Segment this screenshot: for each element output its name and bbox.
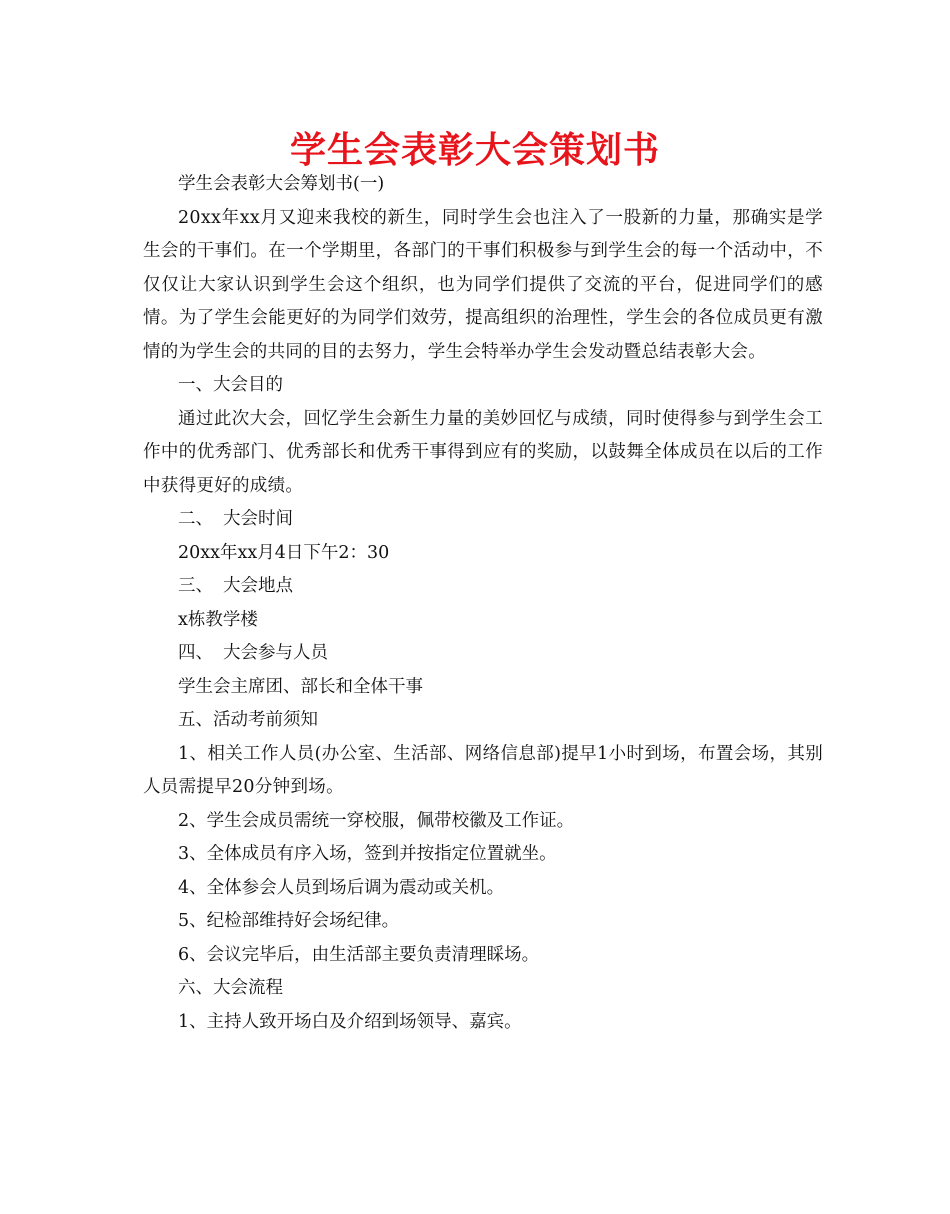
section-heading-time (143, 503, 823, 537)
section-title: 大会时间 (223, 509, 293, 529)
participants-text: 学生会主席团、部长和全体干事 (178, 676, 423, 697)
meeting-time-text: 20xx年xx月4日下午2：30 (178, 542, 390, 563)
section-number: 二、 (178, 509, 213, 529)
notice-item: 2、学生会成员需统一穿校服，佩带校徽及工作证。 (178, 810, 575, 831)
notice-item: 3、全体成员有序入场，签到并按指定位置就坐。 (178, 844, 557, 864)
agenda-item: 1、主持人致开场白及介绍到场领导、嘉宾。 (178, 1011, 522, 1032)
section-heading-participants (143, 637, 823, 671)
meeting-location-text: x栋教学楼 (178, 609, 258, 630)
notice-item: 5、纪检部维持好会场纪律。 (178, 911, 400, 931)
document-title: 学生会表彰大会策划书 (289, 129, 660, 171)
section-number: 三、 (178, 576, 213, 596)
section-heading-notices: 五、活动考前须知 (178, 710, 318, 730)
notice-item: 4、全体参会人员到场后调为震动或关机。 (178, 877, 505, 898)
section-title: 大会参与人员 (223, 643, 328, 663)
notice-item: 1、相关工作人员(办公室、生活部、网络信息部)提早1小时到场，布置会场，其别人员需提早20分钟到场。 (143, 743, 823, 797)
section-heading-purpose: 一、大会目的 (178, 375, 283, 395)
section-title: 大会地点 (223, 576, 293, 596)
intro-paragraph: 20xx年xx月又迎来我校的新生，同时学生会也注入了一股新的力量，那确实是学生会的干事们。在一个学期里，各部门的干事们积极参与到学生会的每一个活动中，不仅仅让大家认识到学生会这个组织，也为同学们提供了交流的平台，促进同学们的感情。为了学生会能更好的为同学们效劳，提高组织的治理性，学生会的各位成员更有激情的为学生会的共同的目的去努力，学生会特举办学生会发动暨总结表彰大会。 (143, 207, 823, 362)
section-heading-agenda: 六、大会流程 (178, 978, 283, 998)
document-body (143, 168, 823, 1039)
section-heading-location (143, 570, 823, 604)
notice-item: 6、会议完毕后，由生活部主要负责清理睬场。 (178, 944, 540, 965)
purpose-paragraph: 通过此次大会，回忆学生会新生力量的美妙回忆与成绩，同时使得参与到学生会工作中的优秀部门、优秀部长和优秀干事得到应有的奖励，以鼓舞全体成员在以后的工作中获得更好的成绩。 (143, 408, 823, 496)
section-number: 四、 (178, 643, 213, 663)
document-subtitle: 学生会表彰大会筹划书(一) (178, 174, 385, 194)
